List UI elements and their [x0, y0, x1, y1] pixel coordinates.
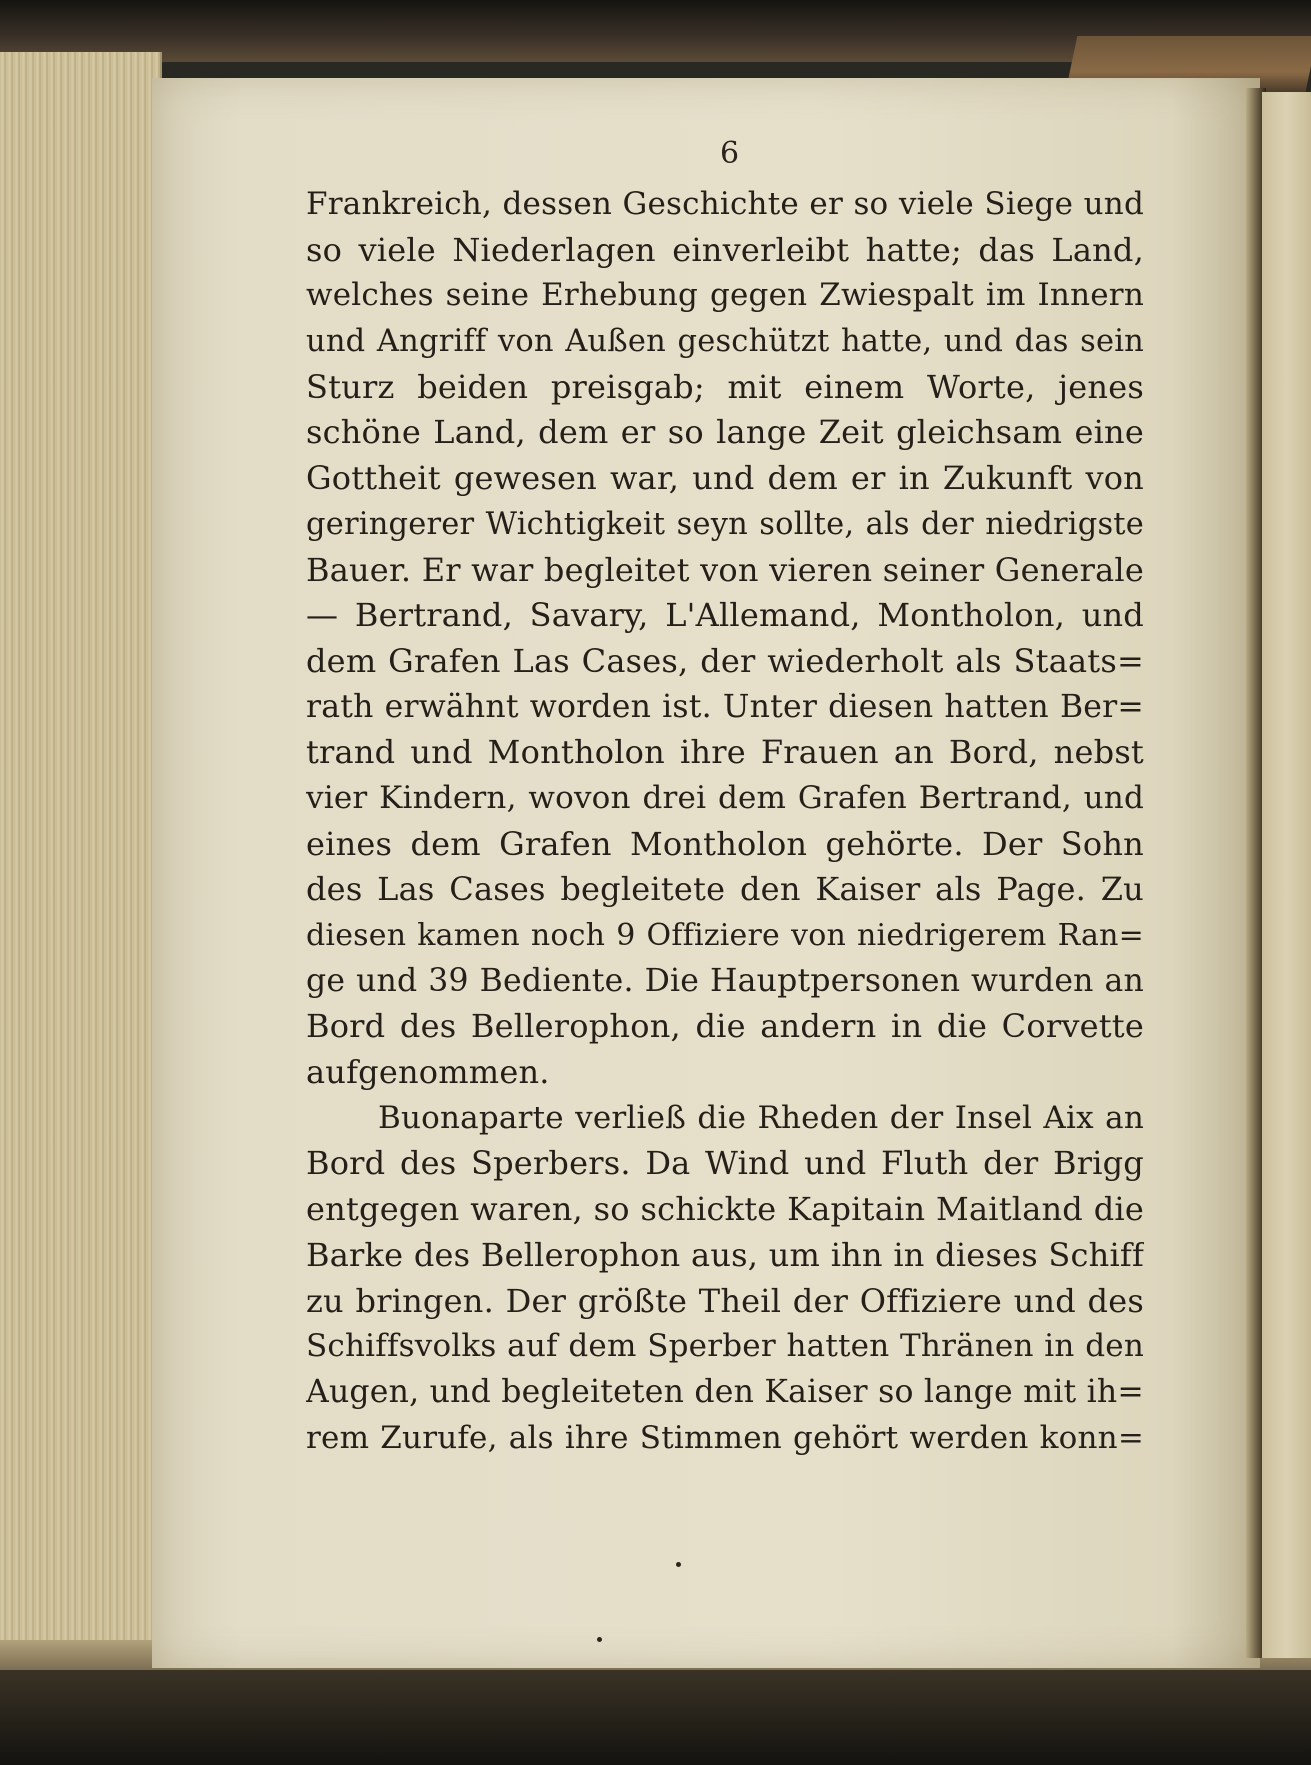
text-line: rath erwähnt worden ist. Unter diesen hatten Ber=	[306, 688, 1144, 725]
text-line: Buonaparte verließ die Rheden der Insel Aix an	[378, 1099, 1144, 1136]
text-line: Sturz beiden preisgab; mit einem Worte, jenes	[306, 367, 1144, 406]
text-line: Bord des Bellerophon, die andern in die Corvette	[306, 1007, 1144, 1046]
text-line: dem Grafen Las Cases, der wiederholt als Staats=	[306, 641, 1144, 680]
text-line: Bauer. Er war begleitet von vieren seiner Generale	[306, 550, 1144, 589]
text-line: aufgenommen.	[306, 1053, 550, 1092]
text-line: diesen kamen noch 9 Offiziere von niedrigerem Ran=	[306, 918, 1144, 953]
paragraph	[306, 182, 1144, 1096]
text-line: geringerer Wichtigkeit seyn sollte, als der niedrigste	[306, 506, 1144, 542]
text-line: trand und Montholon ihre Frauen an Bord, nebst	[306, 733, 1144, 772]
ink-speck	[597, 1637, 602, 1642]
text-line: Schiffsvolks auf dem Sperber hatten Thränen in den	[306, 1328, 1144, 1365]
ink-speck	[676, 1562, 681, 1567]
text-line: ge und 39 Bediente. Die Hauptpersonen wurden an	[306, 962, 1144, 999]
text-line: entgegen waren, so schickte Kapitain Maitland die	[306, 1190, 1144, 1229]
text-line: — Bertrand, Savary, L'Allemand, Montholon, und	[306, 596, 1144, 635]
body-text	[306, 182, 1144, 1461]
text-line: Frankreich, dessen Geschichte er so viele Siege und	[306, 186, 1144, 222]
text-line: und Angriff von Außen geschützt hatte, und das sein	[306, 324, 1144, 360]
text-line: Gottheit gewesen war, und dem er in Zukunft von	[306, 459, 1144, 498]
text-line: Augen, und begleiteten den Kaiser so lange mit ih=	[306, 1373, 1144, 1410]
text-line: rem Zurufe, als ihre Stimmen gehört werden konn=	[306, 1419, 1144, 1456]
text-line: welches seine Erhebung gegen Zwiespalt im Innern	[306, 277, 1144, 314]
book-binding-bottom	[0, 1670, 1311, 1765]
text-line: zu bringen. Der größte Theil der Offiziere und des	[306, 1281, 1144, 1320]
page-number: 6	[719, 136, 740, 171]
text-line: eines dem Grafen Montholon gehörte. Der Sohn	[306, 824, 1144, 863]
text-line: Bord des Sperbers. Da Wind und Fluth der Brigg	[306, 1144, 1144, 1183]
text-line: schöne Land, dem er so lange Zeit gleichsam eine	[306, 413, 1144, 452]
text-line: vier Kindern, wovon drei dem Grafen Bertrand, und	[306, 779, 1144, 816]
page-edges-left	[0, 52, 162, 1662]
text-line: Barke des Bellerophon aus, um ihn in dieses Schiff	[306, 1235, 1144, 1274]
paragraph	[306, 1096, 1144, 1462]
text-line: so viele Niederlagen einverleibt hatte; das Land,	[306, 230, 1144, 269]
facing-page-edge	[1262, 92, 1311, 1658]
text-line: des Las Cases begleitete den Kaiser als Page. Zu	[306, 870, 1144, 909]
